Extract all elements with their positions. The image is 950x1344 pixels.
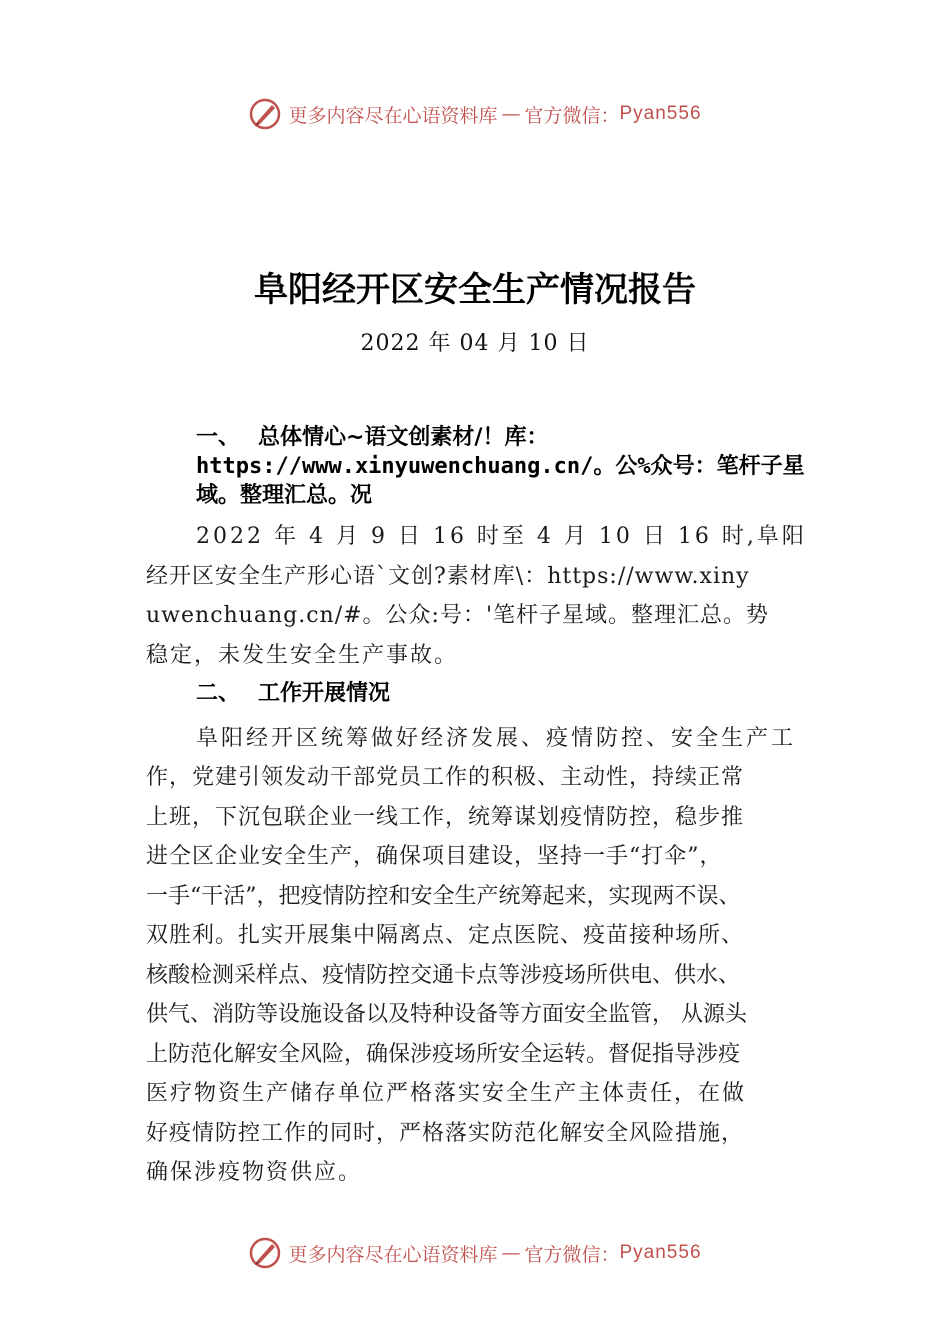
section1-heading	[196, 420, 548, 451]
document-date: 2022 年 04 月 10 日	[360, 331, 590, 356]
section2-body-line: 核酸检测采样点、疫情防控交通卡点等涉疫场所供电、供水、	[146, 963, 741, 988]
section1-heading-line: 域。整理汇总。况	[196, 483, 373, 508]
section2-body-line: 进仝区企业安全生产，确保项目建设，坚持一手“打伞”，	[146, 844, 723, 869]
section1-number: 一、	[196, 425, 241, 450]
pen-logo-icon	[248, 97, 282, 131]
section2-body-line: 一手“干活”，把疫情防控和安全生产统筹起来，实现两不误、	[146, 884, 741, 909]
pen-logo-icon	[248, 1236, 282, 1270]
section1-body-line: 经开区安全生产形心语`文创?素材库\：https://www.xiny	[146, 564, 750, 589]
wechat-id: Pyan556	[619, 1242, 702, 1263]
section2-body-line: 上防范化解安全风险，确保涉疫场所安全运转。督促指导涉疫	[146, 1042, 741, 1067]
section1-body-line: 2022 年 4 月 9 日 16 时至 4 月 10 日 16 时,阜阳	[196, 524, 807, 549]
section2-body-line: 供气、消防等设施设备以及特种设备等方面安全监管， 从源头	[146, 1002, 747, 1027]
section2-body-line: 确保涉疫物资供应。	[146, 1160, 363, 1185]
watermark-text: 更多内容尽在心语资料库	[288, 104, 498, 127]
section2-heading	[196, 676, 390, 707]
section2-body-line: 医疗物资生产储存单位严格落实安全生产主体责任，在做	[146, 1081, 747, 1106]
section1-body-line: uwenchuang.cn/#。公众:号：'笔杆子星域。整理汇总。势	[146, 603, 770, 628]
document-title: 阜阳经开区安全生产情况报告	[254, 270, 696, 310]
section2-body-line: 上班，下沉包联企业一线工作，统筹谋划疫情防控，稳步推	[146, 805, 745, 830]
wechat-label: 官方微信：	[524, 1243, 620, 1266]
header-watermark	[0, 94, 950, 134]
section1-body-line: 稳定，未发生安全生产事故。	[146, 643, 459, 668]
watermark-separator: —	[501, 103, 521, 125]
watermark-separator: —	[501, 1242, 521, 1264]
watermark-text: 更多内容尽在心语资料库	[288, 1243, 498, 1266]
section2-number: 二、	[196, 681, 241, 706]
section1-heading-line: 总体情心~语文创素材/！库：	[258, 425, 549, 450]
section2-body-line: 好疫情防控工作的同时，严格落实防范化解安全风险措施，	[146, 1121, 745, 1146]
wechat-label: 官方微信：	[524, 104, 620, 127]
section2-body-line: 双胜利。扎实开展集中隔离点、定点医院、疫苗接种场所、	[146, 923, 745, 948]
section2-heading-text: 工作开展情况	[258, 681, 391, 706]
section1-heading-line: https://www.xinyuwenchuang.cn/。公%众号：笔杆子星	[196, 454, 805, 479]
section2-body-line: 作，党建引领发动干部党员工作的积极、主动性，持续正常	[146, 765, 745, 790]
section2-body-line: 阜阳经开区统筹做好经济发展、疫情防控、安全生产工	[196, 726, 797, 751]
wechat-id: Pyan556	[619, 103, 702, 124]
footer-watermark	[0, 1233, 950, 1273]
